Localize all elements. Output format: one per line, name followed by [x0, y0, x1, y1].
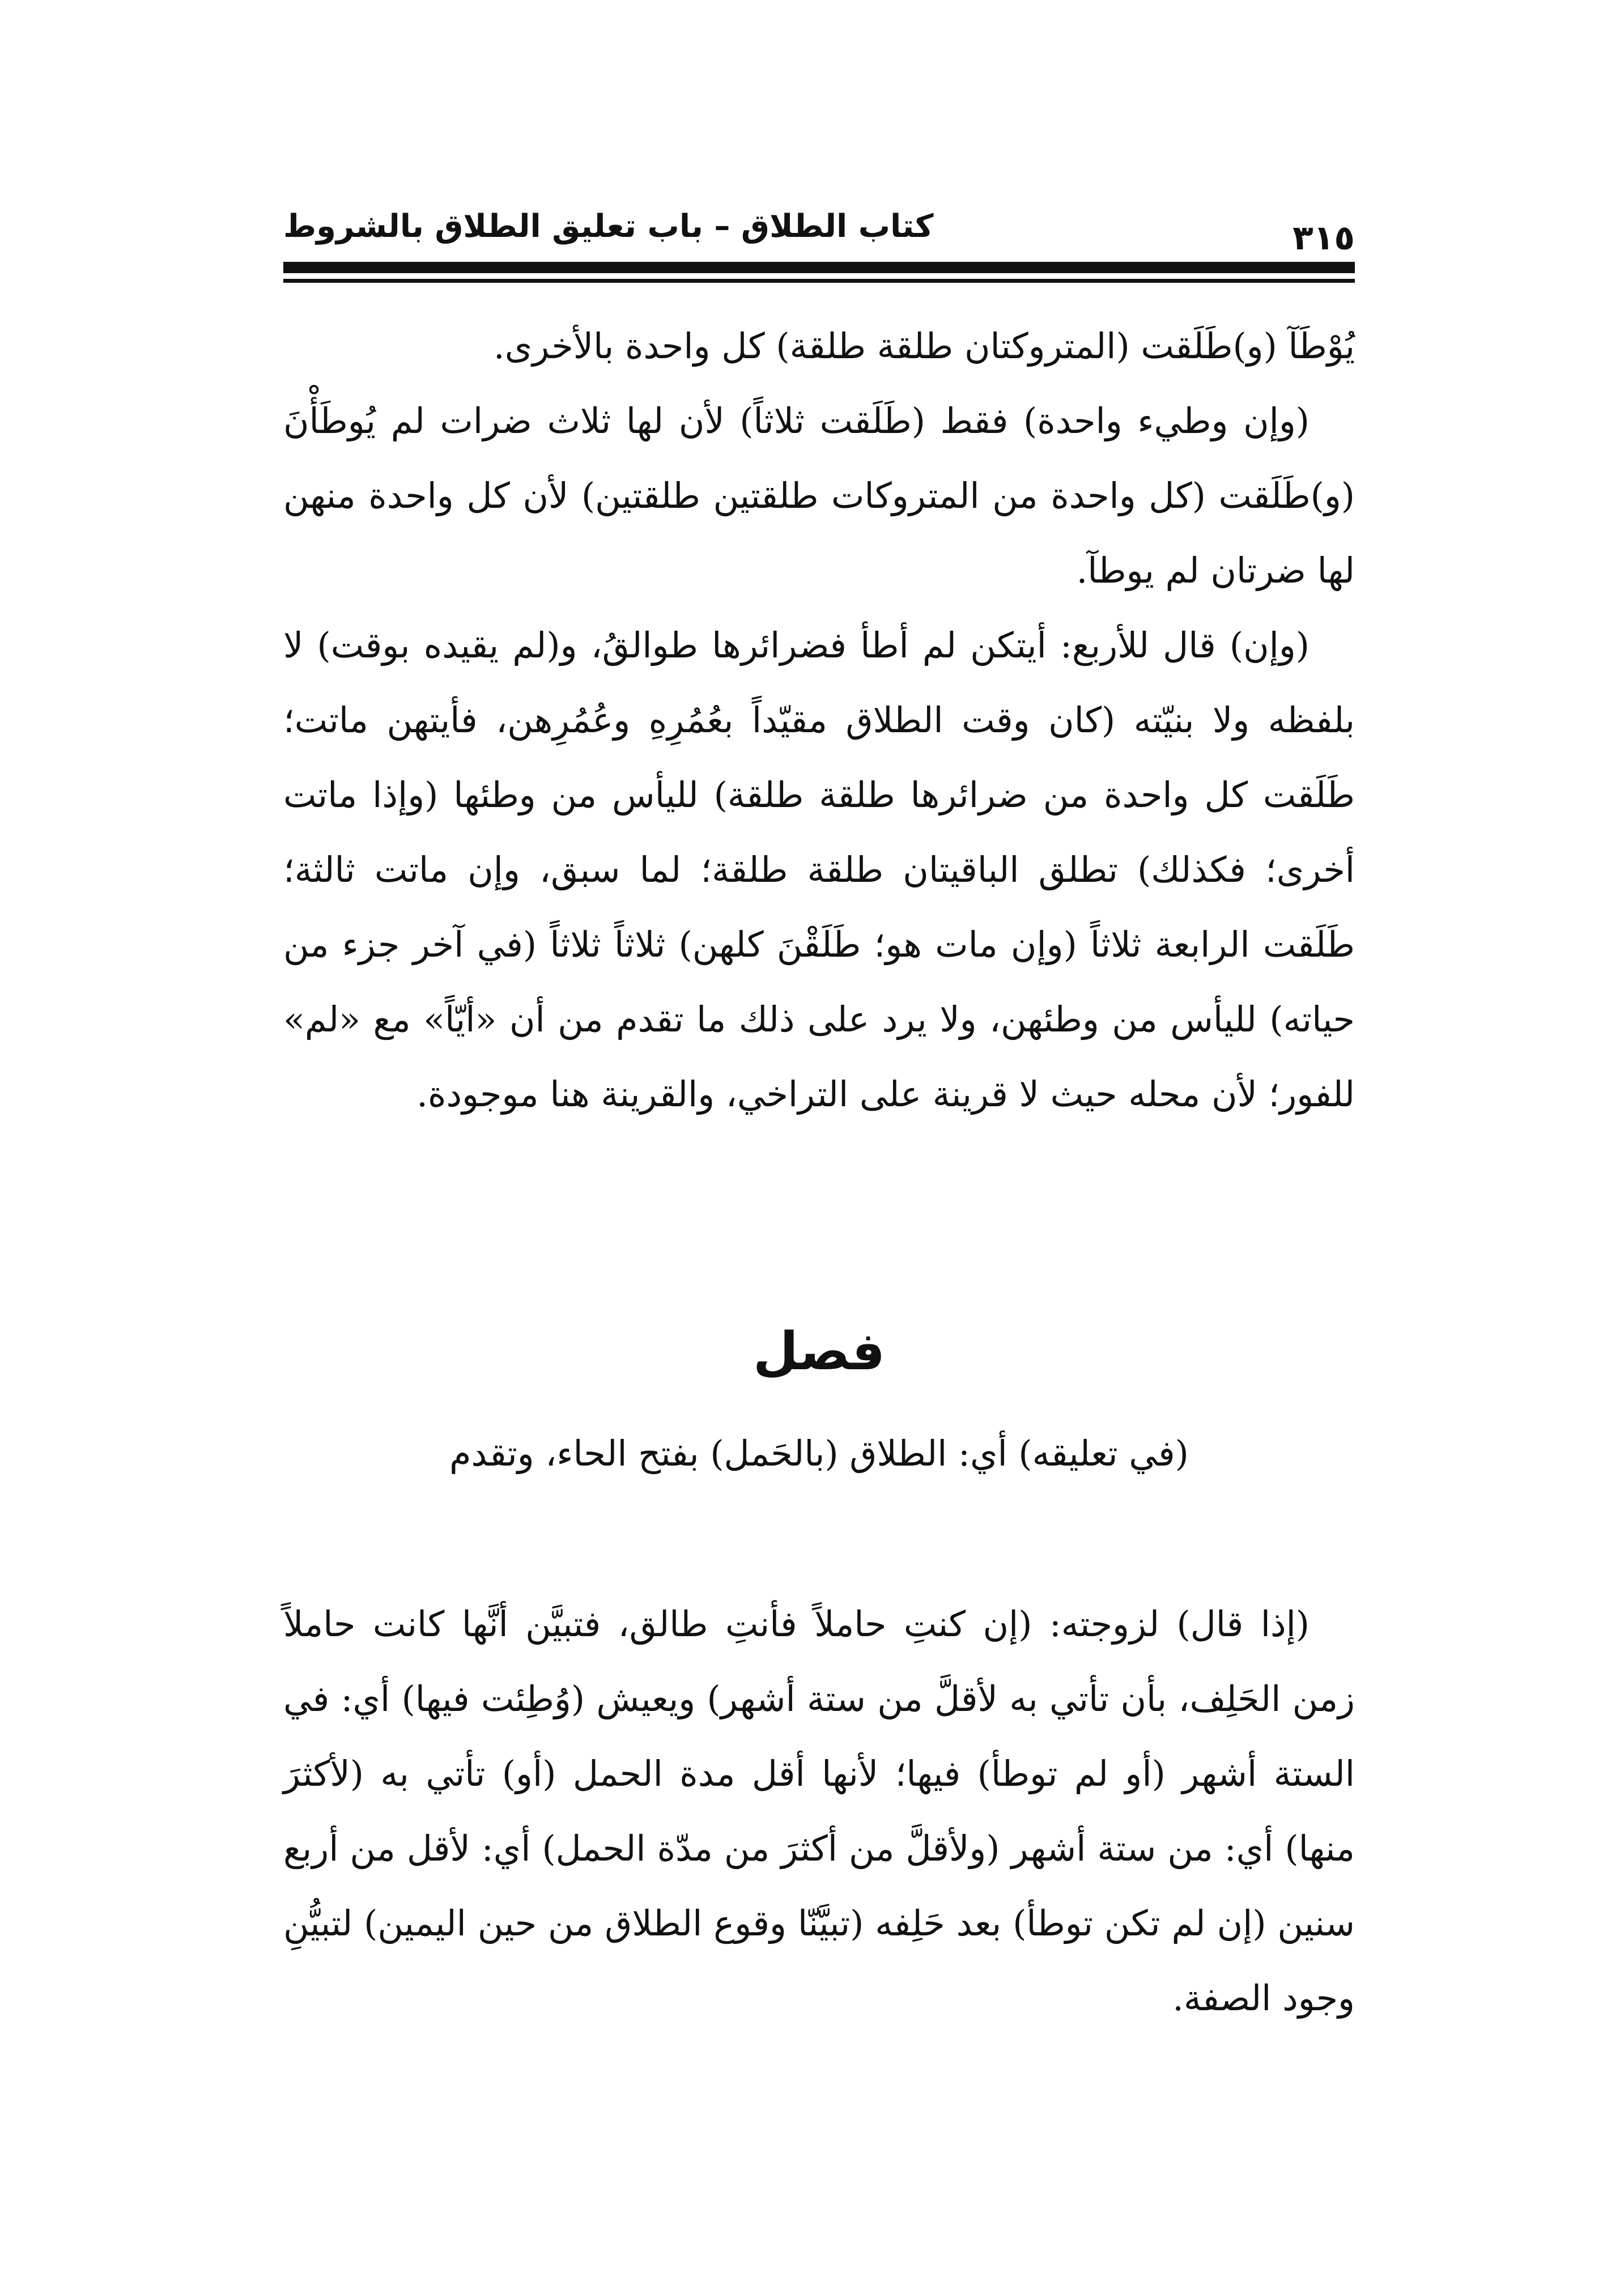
- paragraph: (إذا قال) لزوجته: (إن كنتِ حاملاً فأنتِ طالق، فتبيَّن أنَّها كانت حاملاً زمن الحَلِف، بأن تأتي به لأقلَّ من ستة أشهر) ويعيش (وُطِئت فيها) أي: في الستة أشهر (أو لم توطأ) فيها؛ لأنها أقل مدة الحمل (أو) تأتي به (لأكثرَ منها) أي: من ستة أشهر (ولأقلَّ من أكثرَ من مدّة الحمل) أي: لأقل من أربع سنين (إن لم تكن توطأ) بعد حَلِفه (تبيَّنّا وقوع الطلاق من حين اليمين) لتبيُّنِ وجود الصفة.: [283, 1603, 1355, 2019]
- section-subtitle: (في تعليقه) أي: الطلاق (بالحَمل) بفتح الحاء، وتقدم: [449, 1433, 1189, 1474]
- header-rule-thick: [283, 262, 1355, 273]
- paragraph: يُوْطَآ (و)طَلَقت (المتروكتان طلقة طلقة) كل واحدة بالأخرى.: [494, 325, 1355, 367]
- section-heading: فصل: [753, 1321, 885, 1382]
- header-rule-thin: [283, 279, 1355, 283]
- paragraph: (وإن) قال للأربع: أيتكن لم أطأ فضرائرها طوالقُ، و(لم يقيده بوقت) لا بلفظه ولا بنيّته (كان وقت الطلاق مقيّداً بعُمُرِهِ وعُمُرِهن، فأيتهن ماتت؛ طَلَقت كل واحدة من ضرائرها طلقة طلقة) لليأس من وطئها (وإذا ماتت أخرى؛ فكذلك) تطلق الباقيتان طلقة طلقة؛ لما سبق، وإن ماتت ثالثة؛ طَلَقت الرابعة ثلاثاً (وإن مات هو؛ طَلَقْنَ كلهن) ثلاثاً ثلاثاً (في آخر جزء من حياته) لليأس من وطئهن، ولا يرد على ذلك ما تقدم من أن «أيّاً» مع «لم» للفور؛ لأن محله حيث لا قرينة على التراخي، والقرينة هنا موجودة.: [283, 625, 1355, 1115]
- chapter-title: كتاب الطلاق – باب تعليق الطلاق بالشروط: [283, 208, 934, 245]
- running-header: [283, 204, 1355, 261]
- page-number: ٣١٥: [1293, 218, 1355, 258]
- paragraph: (وإن وطيء واحدة) فقط (طَلَقت ثلاثاً) لأن لها ثلاث ضرات لم يُوطَأْنَ (و)طَلَقت (كل واحدة من المتروكات طلقتين طلقتين) لأن كل واحدة منهن لها ضرتان لم يوطآ.: [283, 400, 1355, 591]
- text-block-top: [283, 309, 1355, 1132]
- text-block-bottom: [283, 1587, 1355, 2036]
